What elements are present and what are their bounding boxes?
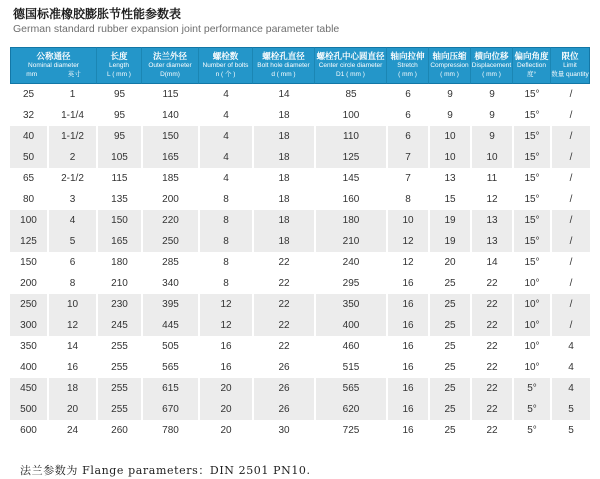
column-header-en: Length [109,62,129,69]
table-cell: 4 [550,357,590,378]
table-cell: 26 [252,357,314,378]
table-cell: 9 [470,84,512,105]
table-cell: 620 [314,399,386,420]
column-header-unit: D1 ( mm ) [336,71,365,78]
table-cell: 18 [252,105,314,126]
table-cell: 15° [512,231,550,252]
table-cell: 25 [428,399,470,420]
page-subtitle: German standard rubber expansion joint performance parameter table [13,23,340,35]
table-cell: 22 [252,273,314,294]
table-cell: 16 [386,336,428,357]
table-cell: 14 [47,336,96,357]
column-header-en: Displacement [471,62,512,69]
table-cell: 12 [198,315,252,336]
table-cell: 505 [141,336,198,357]
table-cell: 13 [470,210,512,231]
table-cell: 160 [314,189,386,210]
column-header-unit: L ( mm ) [107,71,131,78]
table-cell: 10 [386,210,428,231]
table-cell: 15° [512,105,550,126]
table-cell: 10 [428,126,470,147]
column-header-en: Compression [430,62,469,69]
table-cell: 780 [141,420,198,441]
table-row [10,315,590,336]
table-row [10,105,590,126]
table-cell: 395 [141,294,198,315]
table-cell: 6 [386,84,428,105]
table-cell: 9 [428,84,470,105]
table-cell: 340 [141,273,198,294]
table-cell: 4 [198,147,252,168]
column-header-unit: mm [26,71,38,78]
table-cell: 25 [428,294,470,315]
table-cell: 16 [47,357,96,378]
table-cell: 16 [386,378,428,399]
table-cell: 8 [198,273,252,294]
table-cell: 85 [314,84,386,105]
table-cell: 18 [252,168,314,189]
table-cell: 515 [314,357,386,378]
table-cell: 32 [10,105,47,126]
table-cell: 22 [470,420,512,441]
table-cell: 22 [470,294,512,315]
table-cell: 15° [512,168,550,189]
table-cell: 255 [96,399,141,420]
table-cell: 8 [386,189,428,210]
table-cell: 16 [386,294,428,315]
table-cell: 15° [512,252,550,273]
table-cell: 16 [198,357,252,378]
table-row [10,357,590,378]
table-cell: 180 [314,210,386,231]
table-cell: 255 [96,378,141,399]
column-header-center-circle-diameter [314,47,386,84]
table-cell: 20 [198,399,252,420]
table-cell: 12 [386,231,428,252]
column-header-stretch [386,47,428,84]
table-cell: 105 [96,147,141,168]
table-cell: 40 [10,126,47,147]
table-cell: 165 [141,147,198,168]
table-cell: 18 [252,231,314,252]
column-header-unit: D(mm) [160,71,180,78]
table-cell: 240 [314,252,386,273]
table-cell: 400 [314,315,386,336]
table-cell: 185 [141,168,198,189]
table-cell: 30 [252,420,314,441]
table-cell: 4 [47,210,96,231]
table-cell: 16 [386,399,428,420]
table-cell: 65 [10,168,47,189]
table-cell: 10 [428,147,470,168]
table-cell: / [550,231,590,252]
footer-note: 法兰参数为 Flange parameters：DIN 2501 PN10. [20,464,311,477]
column-header-sub-units [11,70,96,79]
column-header-unit: d ( mm ) [271,71,296,78]
table-cell: 10 [470,147,512,168]
column-header-number-of-bolts [198,47,252,84]
column-header-en: Deflection [517,62,546,69]
table-cell: 260 [96,420,141,441]
table-cell: 6 [386,126,428,147]
column-header-unit: 度° [526,71,537,78]
table-cell: 5 [550,399,590,420]
table-cell: 9 [470,105,512,126]
column-header-zh: 螺栓数 [212,51,239,61]
table-cell: 25 [428,357,470,378]
table-cell: 2-1/2 [47,168,96,189]
table-cell: 9 [428,105,470,126]
table-cell: 22 [470,357,512,378]
table-cell: 22 [470,315,512,336]
table-cell: 180 [96,252,141,273]
table-cell: 10° [512,315,550,336]
table-cell: / [550,294,590,315]
table-cell: 16 [386,315,428,336]
table-cell: 4 [198,168,252,189]
table-cell: 300 [10,315,47,336]
column-header-en: Nominal diameter [28,62,79,69]
table-cell: 19 [428,231,470,252]
column-header-en: Bolt hole diameter [257,62,310,69]
table-cell: 20 [198,420,252,441]
spec-table [10,47,590,441]
column-header-bolt-hole-diameter [252,47,314,84]
column-header-deflection [512,47,550,84]
column-header-zh: 公称通径 [36,51,71,61]
table-cell: 95 [96,84,141,105]
table-cell: 600 [10,420,47,441]
table-row [10,231,590,252]
table-cell: 250 [10,294,47,315]
table-row [10,126,590,147]
column-header-en: Stretch [397,62,418,69]
table-cell: / [550,168,590,189]
column-header-zh: 轴向拉伸 [390,51,425,61]
column-header-outer-diameter [141,47,198,84]
table-cell: 22 [470,378,512,399]
table-cell: 19 [428,210,470,231]
table-cell: / [550,315,590,336]
table-cell: 670 [141,399,198,420]
table-cell: 8 [47,273,96,294]
column-header-zh: 横向位移 [474,51,509,61]
table-row [10,147,590,168]
table-cell: 210 [314,231,386,252]
table-cell: 145 [314,168,386,189]
table-cell: 18 [252,189,314,210]
table-cell: / [550,189,590,210]
page-title: 德国标准橡胶膨胀节性能参数表 [13,7,182,21]
column-header-zh: 螺栓孔中心圆直径 [316,51,385,61]
table-cell: 15° [512,84,550,105]
table-cell: 150 [10,252,47,273]
table-cell: 12 [470,189,512,210]
table-cell: / [550,273,590,294]
column-header-limit [550,47,590,84]
table-cell: 1-1/4 [47,105,96,126]
table-cell: / [550,252,590,273]
table-cell: 5° [512,378,550,399]
table-cell: / [550,126,590,147]
table-cell: 95 [96,105,141,126]
table-cell: 445 [141,315,198,336]
column-header-displacement [470,47,512,84]
table-cell: 95 [96,126,141,147]
table-cell: 15° [512,126,550,147]
table-cell: 18 [252,126,314,147]
table-cell: 12 [198,294,252,315]
table-cell: 4 [550,378,590,399]
table-cell: 22 [470,336,512,357]
title-block [13,7,339,35]
table-cell: 135 [96,189,141,210]
table-cell: 8 [198,252,252,273]
column-header-en: Outer diameter [148,62,192,69]
table-cell: 50 [10,147,47,168]
table-cell: 100 [10,210,47,231]
column-header-zh: 偏向角度 [514,51,549,61]
column-header-unit: 数量 quantity [551,71,589,78]
table-cell: 16 [386,357,428,378]
column-header-unit: ( mm ) [482,71,501,78]
table-cell: 245 [96,315,141,336]
table-cell: 220 [141,210,198,231]
table-cell: 13 [470,231,512,252]
table-cell: 200 [10,273,47,294]
table-cell: / [550,147,590,168]
table-cell: 6 [47,252,96,273]
table-cell: 230 [96,294,141,315]
table-cell: 25 [428,273,470,294]
table-cell: 115 [141,84,198,105]
table-cell: 22 [252,315,314,336]
column-header-unit: 英寸 [67,71,81,78]
table-cell: 20 [198,378,252,399]
table-cell: 8 [198,231,252,252]
table-cell: 11 [470,168,512,189]
table-cell: 1-1/2 [47,126,96,147]
table-cell: 16 [386,273,428,294]
table-cell: 100 [314,105,386,126]
table-cell: 10° [512,294,550,315]
table-cell: 350 [10,336,47,357]
table-cell: 20 [428,252,470,273]
table-row [10,294,590,315]
table-cell: 22 [470,399,512,420]
table-cell: 150 [141,126,198,147]
table-cell: 450 [10,378,47,399]
table-cell: 9 [470,126,512,147]
table-row [10,336,590,357]
table-cell: 255 [96,336,141,357]
table-cell: 18 [252,147,314,168]
table-cell: 725 [314,420,386,441]
table-cell: 2 [47,147,96,168]
table-cell: 15° [512,210,550,231]
table-cell: 22 [252,252,314,273]
column-header-en: Number of bolts [202,62,249,69]
column-header-zh: 轴向压缩 [432,51,467,61]
table-cell: 25 [428,378,470,399]
table-cell: 615 [141,378,198,399]
table-row [10,168,590,189]
table-cell: 16 [198,336,252,357]
table-cell: 25 [428,336,470,357]
table-cell: / [550,210,590,231]
spec-table-header [10,47,590,84]
column-header-unit: ( mm ) [440,71,459,78]
table-cell: 4 [198,84,252,105]
table-cell: 25 [428,315,470,336]
table-cell: 15 [428,189,470,210]
table-cell: 295 [314,273,386,294]
column-header-length [96,47,141,84]
table-cell: 5° [512,399,550,420]
table-row [10,378,590,399]
table-row [10,399,590,420]
spec-table-body [10,84,590,441]
table-cell: 1 [47,84,96,105]
table-cell: 210 [96,273,141,294]
table-row [10,273,590,294]
table-cell: 4 [198,105,252,126]
table-cell: 8 [198,210,252,231]
table-cell: 4 [198,126,252,147]
table-cell: 565 [314,378,386,399]
table-cell: 80 [10,189,47,210]
table-cell: 16 [386,420,428,441]
table-cell: 15° [512,189,550,210]
table-cell: 255 [96,357,141,378]
table-cell: 22 [470,273,512,294]
table-cell: 8 [198,189,252,210]
table-cell: 10° [512,357,550,378]
table-row [10,420,590,441]
table-cell: 18 [252,210,314,231]
column-header-nominal-diameter [10,47,96,84]
table-cell: 24 [47,420,96,441]
table-cell: 14 [470,252,512,273]
table-row [10,189,590,210]
table-cell: 22 [252,336,314,357]
table-cell: 4 [550,336,590,357]
table-cell: 7 [386,168,428,189]
table-row [10,84,590,105]
table-cell: 285 [141,252,198,273]
column-header-zh: 法兰外径 [152,51,187,61]
table-row [10,252,590,273]
table-cell: 25 [428,420,470,441]
column-header-unit: n ( 个 ) [215,71,236,78]
table-cell: 26 [252,378,314,399]
table-cell: 18 [47,378,96,399]
table-cell: 10 [47,294,96,315]
table-cell: 25 [10,84,47,105]
table-cell: 200 [141,189,198,210]
table-cell: 250 [141,231,198,252]
table-cell: 12 [386,252,428,273]
table-cell: 10° [512,336,550,357]
column-header-compression [428,47,470,84]
table-cell: 140 [141,105,198,126]
header-row [10,47,590,84]
table-cell: 12 [47,315,96,336]
column-header-zh: 长度 [110,51,128,61]
table-cell: 7 [386,147,428,168]
table-cell: 5 [550,420,590,441]
table-cell: 10° [512,273,550,294]
table-cell: 400 [10,357,47,378]
table-cell: 350 [314,294,386,315]
table-cell: 125 [314,147,386,168]
table-row [10,210,590,231]
table-cell: 125 [10,231,47,252]
table-cell: 5° [512,420,550,441]
table-cell: 22 [252,294,314,315]
table-cell: 115 [96,168,141,189]
table-cell: 3 [47,189,96,210]
table-cell: 110 [314,126,386,147]
table-cell: 15° [512,147,550,168]
table-cell: 165 [96,231,141,252]
table-cell: 150 [96,210,141,231]
table-cell: 565 [141,357,198,378]
table-cell: 6 [386,105,428,126]
table-cell: / [550,84,590,105]
table-cell: 20 [47,399,96,420]
table-cell: 500 [10,399,47,420]
column-header-en: Center circle diameter [318,62,383,69]
table-cell: 26 [252,399,314,420]
column-header-zh: 限位 [561,51,579,61]
table-cell: 460 [314,336,386,357]
column-header-unit: ( mm ) [398,71,417,78]
column-header-zh: 螺栓孔直径 [262,51,305,61]
table-cell: 13 [428,168,470,189]
table-cell: 5 [47,231,96,252]
table-cell: 14 [252,84,314,105]
table-cell: / [550,105,590,126]
column-header-en: Limit [563,62,577,69]
